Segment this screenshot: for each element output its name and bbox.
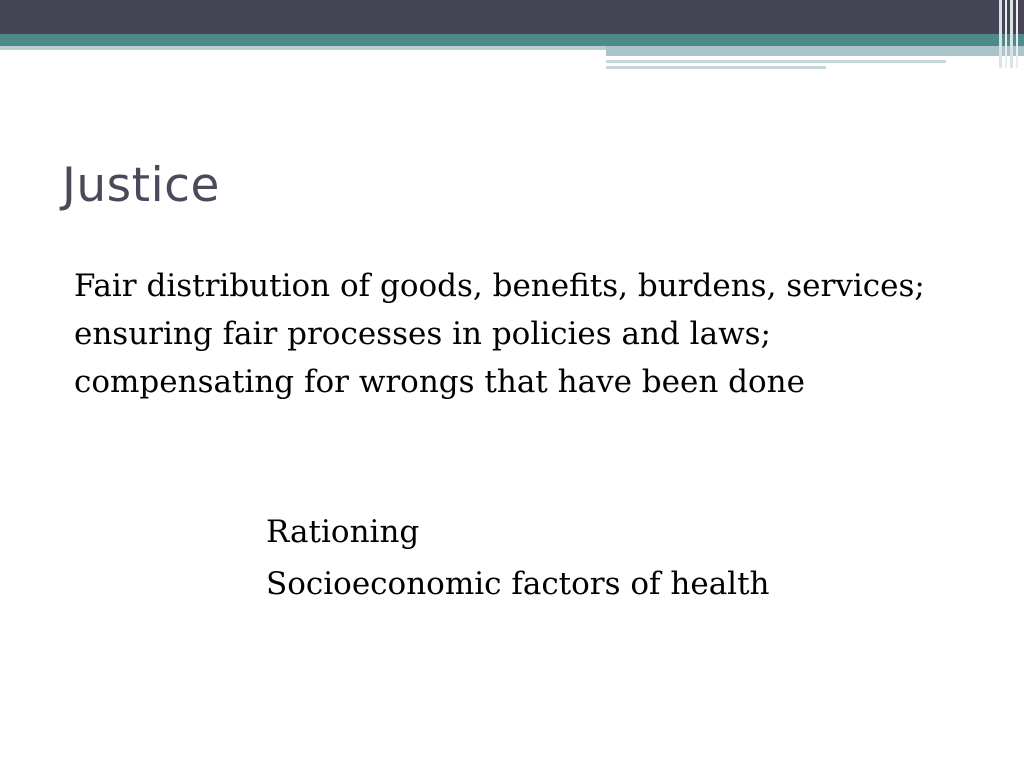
sub-item-socioeconomic-factors: Socioeconomic factors of health: [266, 566, 770, 602]
header-stripe: [1010, 0, 1013, 68]
slide-title: Justice: [62, 158, 220, 213]
header-band-teal: [0, 34, 1024, 46]
header-stripes: [990, 0, 1018, 68]
header-stripe: [1016, 0, 1018, 68]
slide-body-text: Fair distribution of goods, benefits, burdens, services; ensuring fair processes in policies and laws; compensating for wrongs that have been done: [74, 268, 925, 400]
header-accent-line: [606, 60, 946, 63]
header-band-light-left: [0, 46, 606, 50]
header-accent-line: [606, 66, 826, 69]
sub-item-rationing: Rationing: [266, 514, 420, 550]
sub-item-list: [266, 506, 966, 610]
header-band-dark: [0, 0, 1024, 34]
header-stripe: [1005, 0, 1007, 68]
header-band-light-right: [606, 46, 1024, 56]
header-stripe: [999, 0, 1002, 68]
